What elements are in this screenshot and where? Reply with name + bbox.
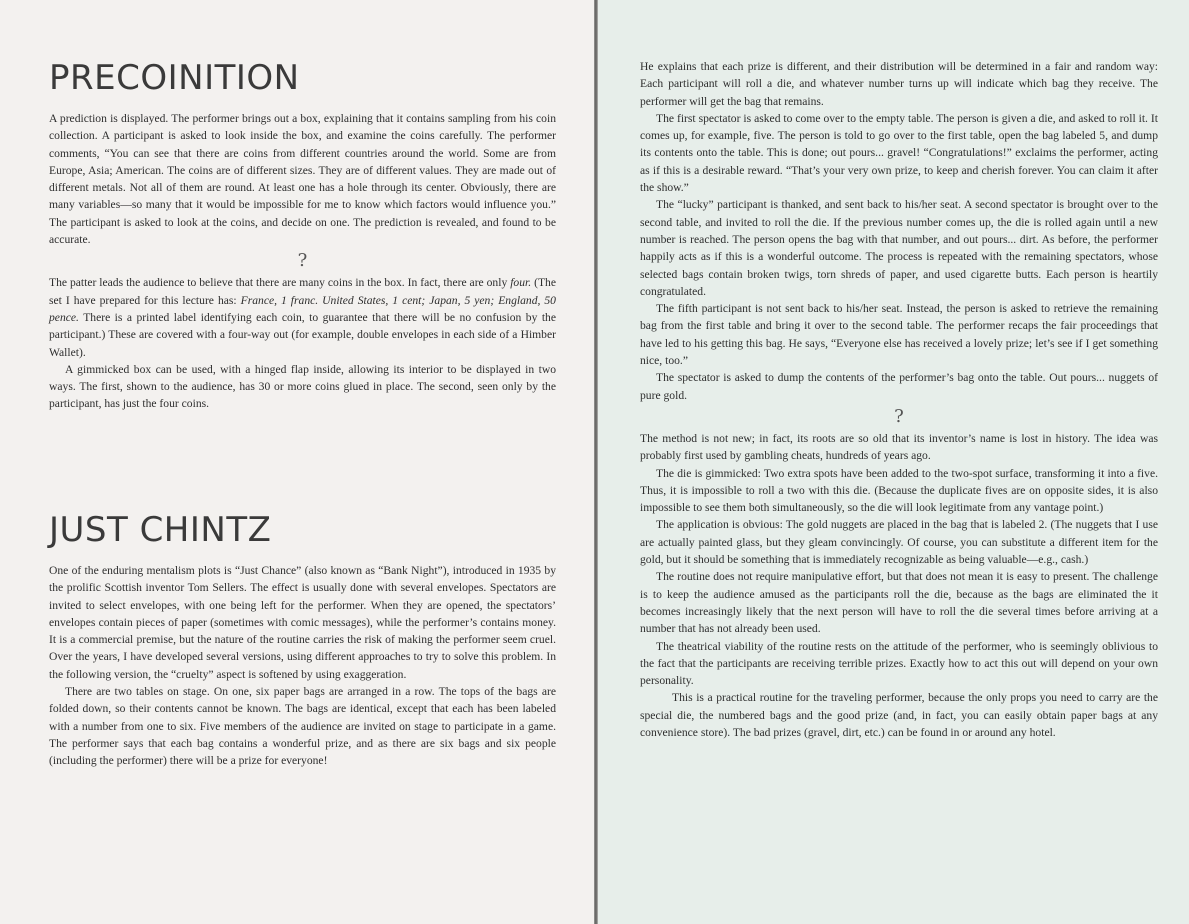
paragraph: The theatrical viability of the routine rests on the attitude of the performer, who is seemingly oblivious to the fact that the participants are receiving terrible prizes. Exactly how to act this out will depend on your own personality. [640,639,1158,688]
section-title-precoinition: PRECOINITION [49,58,300,98]
paragraph: The method is not new; in fact, its roots are so old that its inventor’s name is lost in history. The idea was probably first used by gambling cheats, hundreds of years ago. [640,431,1158,463]
paragraph: One of the enduring mentalism plots is “Just Chance” (also known as “Bank Night”), introduced in 1935 by the prolific Scottish inventor Tom Sellers. The effect is usually done with several envelopes. Spectators are invited to select envelopes, with one being left for the performer. When they are opened, the spectators’ envelopes contain pieces of paper (sometimes with comic messages), while the performer’s contains money. It is a commercial premise, but the nature of the routine carries the risk of making the performer seem cruel. Over the years, I have developed several versions, using different approaches to try to solve this problem. In the following version, the “cruelty” aspect is softened by using exaggeration. [49,564,556,681]
paragraph: He explains that each prize is different, and their distribution will be determined in a fair and random way: Each participant will roll a die, and whatever number turns up will indicate which bag they receive. The performer will get the bag that remains. [640,60,1158,108]
paragraph: The “lucky” participant is thanked, and sent back to his/her seat. A second spectator is brought over to the second table, and invited to roll the die. If the previous number comes up, the die is rolled again until a new number is reached. The person opens the bag with that number, and out pours... dirt. As before, the performer happily acts as if this is a wonderful outcome. The process is repeated with the remaining spectators, whose selected bags contain broken twigs, torn shreds of paper, and used cigarette butts. Each person is heartily congratulated. [640,198,1158,298]
paragraph: There are two tables on stage. On one, six paper bags are arranged in a row. The tops of the bags are folded down, so their contents cannot be known. The bags are identical, except that each has been labeled with a number from one to six. Five members of the audience are invited on stage to participate in a game. The performer says that each bag contains a wonderful prize, and as there are six bags and six people (including the performer) there will be a prize for everyone! [49,685,556,768]
paragraph: The fifth participant is not sent back to his/her seat. Instead, the person is asked to retrieve the remaining bag from the first table and bring it over to the second table. The performer recaps the fair proceedings that have led to his getting this bag. He says, “Everyone else has received a lovely prize; let’s see if I get something nice, too.” [640,302,1158,368]
section-precoinition [49,58,556,98]
paragraph: This is a practical routine for the traveling performer, because the only props you need to carry are the special die, the numbered bags and the good prize (and, in fact, you can easily obtain paper bags at any convenience store). The bad prizes (gravel, dirt, etc.) can be found in or around any hotel. [640,691,1158,739]
paragraph: The first spectator is asked to come over to the empty table. The person is given a die, and asked to roll it. It comes up, for example, five. The person is told to go over to the first table, open the bag labeled 5, and dump its contents onto the table. This is done; out pours... gravel! “Congratulations!” exclaims the performer, acting as if this is a desirable reward. “That’s your very own prize, to keep and cherish forever. You can claim it after the show.” [640,111,1158,195]
paragraph: The application is obvious: The gold nuggets are placed in the bag that is labeled 2. (The nuggets that I use are actually painted glass, but they gleam convincingly. Of course, you can substitute a different item for the gold, but it should be something that is immediately recognizable as being valuable—e.g., cash.) [640,518,1158,567]
right-page [598,0,1189,924]
paragraph: The die is gimmicked: Two extra spots have been added to the two-spot surface, transforming it into a five. Thus, it is impossible to roll a two with this die. (Because the duplicate fives are on opposite sides, it is also impossible to see them both simultaneously, so the die will look legitimate from any vantage point.) [640,466,1158,515]
paragraph: A prediction is displayed. The performer brings out a box, explaining that it contains sampling from his coin collection. A participant is asked to look inside the box, and examine the coins carefully. The performer comments, “You can see that there are coins from different countries around the world. Some are from Europe, Asia; American. The coins are of different sizes. They are of different values. They are made out of different metals. Not all of them are round. At least one has a hole through its center. Obviously, there are many variables—so many that it would be impossible for me to know which factors would influence you.” The participant is asked to look at the coins, and decide on one. The prediction is revealed, and found to be accurate. [49,112,556,247]
section-precoinition-body [49,110,556,413]
section-divider-mark: ? [297,250,308,272]
section-title-just-chintz: JUST CHINTZ [49,510,272,550]
paragraph: The routine does not require manipulative effort, but that does not mean it is easy to present. The challenge is to keep the audience amused as the participants roll the die, because as the bags are eliminated the it becomes increasingly likely that the next person will have to roll the die several times before arriving at a number that has not already been used. [640,570,1158,636]
right-page-body [640,58,1158,741]
paragraph: A gimmicked box can be used, with a hinged flap inside, allowing its interior to be displayed in two ways. The first, shown to the audience, has 30 or more coins glued in place. The second, seen only by the participant, has just the four coins. [49,362,556,411]
section-just-chintz-body [49,562,556,770]
paragraph: The spectator is asked to dump the contents of the performer’s bag onto the table. Out pours... nuggets of pure gold. [640,371,1158,402]
section-just-chintz [49,510,556,550]
section-divider-mark: ? [894,405,904,427]
paragraph: The patter leads the audience to believe that there are many coins in the box. In fact, there are only four. (The set I have prepared for this lecture has: France, 1 franc. United States, 1 cent; Japan, 5 yen; England, 50 pence. There is a printed label identifying each coin, to guarantee that there will be no confusion by the participant.) These are covered with a four-way out (for example, double envelopes in each side of a Himber Wallet). [49,276,556,359]
